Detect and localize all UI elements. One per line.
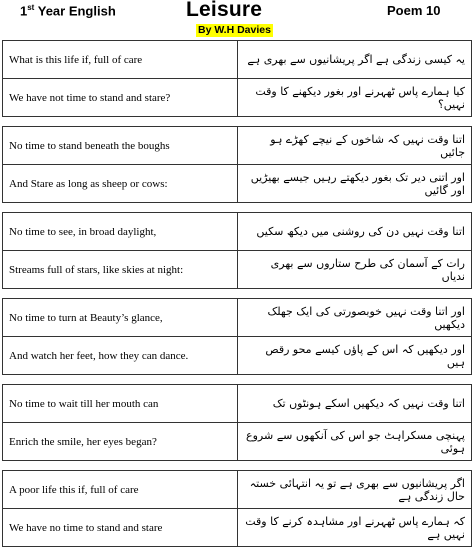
stanza-list: [0, 40, 474, 556]
page-header: [0, 0, 474, 40]
english-line: We have no time to stand and stare: [3, 509, 238, 547]
english-line: And watch her feet, how they can dance.: [3, 337, 238, 375]
urdu-translation: رات کے آسمان کی طرح ستاروں سے بھری ندیاں: [238, 251, 472, 289]
urdu-translation: یہ کیسی زندگی ہے اگر پریشانیوں سے بھری ہے: [238, 41, 472, 79]
urdu-translation: اور اتنی دیر تک بغور دیکھتے رہیں جیسے بھیڑیں اور گائیں: [238, 165, 472, 203]
poem-line-row: [3, 213, 472, 251]
stanza-table: [2, 212, 472, 289]
stanza-table: [2, 384, 472, 461]
english-line: No time to see, in broad daylight,: [3, 213, 238, 251]
stanza-table: [2, 298, 472, 375]
poem-line-row: [3, 337, 472, 375]
english-line: Streams full of stars, like skies at night:: [3, 251, 238, 289]
urdu-translation: اور دیکھیں کہ اس کے پاؤں کیسے محو رقص ہیں: [238, 337, 472, 375]
poem-line-row: [3, 471, 472, 509]
poem-line-row: [3, 385, 472, 423]
poem-author: By W.H Davies: [198, 24, 271, 36]
stanza-table: [2, 40, 472, 117]
poem-line-row: [3, 423, 472, 461]
english-line: No time to wait till her mouth can: [3, 385, 238, 423]
poem-number: Poem 10: [387, 3, 441, 18]
urdu-translation: اتنا وقت نہیں کہ دیکھیں اسکے ہونٹوں تک: [238, 385, 472, 423]
urdu-translation: اور اتنا وقت نہیں خوبصورتی کی ایک جھلک دیکھیں: [238, 299, 472, 337]
poem-line-row: [3, 251, 472, 289]
english-line: A poor life this if, full of care: [3, 471, 238, 509]
poem-line-row: [3, 299, 472, 337]
urdu-translation: پہنچی مسکراہٹ جو اس کی آنکھوں سے شروع ہوئی: [238, 423, 472, 461]
english-line: No time to stand beneath the boughs: [3, 127, 238, 165]
class-label-text: Year English: [34, 3, 116, 19]
stanza-table: [2, 126, 472, 203]
english-line: And Stare as long as sheep or cows:: [3, 165, 238, 203]
poem-line-row: [3, 165, 472, 203]
poem-line-row: [3, 41, 472, 79]
stanza-table: [2, 470, 472, 547]
poem-line-row: [3, 79, 472, 117]
poem-title: Leisure: [186, 0, 263, 21]
class-label-ordinal: st: [27, 3, 35, 12]
english-line: Enrich the smile, her eyes began?: [3, 423, 238, 461]
poem-line-row: [3, 127, 472, 165]
class-label: [20, 3, 116, 18]
urdu-translation: کہ ہمارے پاس ٹھہرنے اور مشاہدہ کرنے کا وقت نہیں ہے: [238, 509, 472, 547]
urdu-translation: اگر پریشانیوں سے بھری ہے تو یہ انتہائی خستہ حال زندگی ہے: [238, 471, 472, 509]
poem-line-row: [3, 509, 472, 547]
english-line: We have not time to stand and stare?: [3, 79, 238, 117]
english-line: What is this life if, full of care: [3, 41, 238, 79]
urdu-translation: اتنا وقت نہیں کہ شاخوں کے نیچے کھڑے ہو جائیں: [238, 127, 472, 165]
urdu-translation: کیا ہمارے پاس ٹھہرنے اور بغور دیکھنے کا وقت نہیں؟: [238, 79, 472, 117]
english-line: No time to turn at Beauty’s glance,: [3, 299, 238, 337]
class-label-number: 1: [20, 3, 28, 19]
urdu-translation: اتنا وقت نہیں دن کی روشنی میں دیکھ سکیں: [238, 213, 472, 251]
